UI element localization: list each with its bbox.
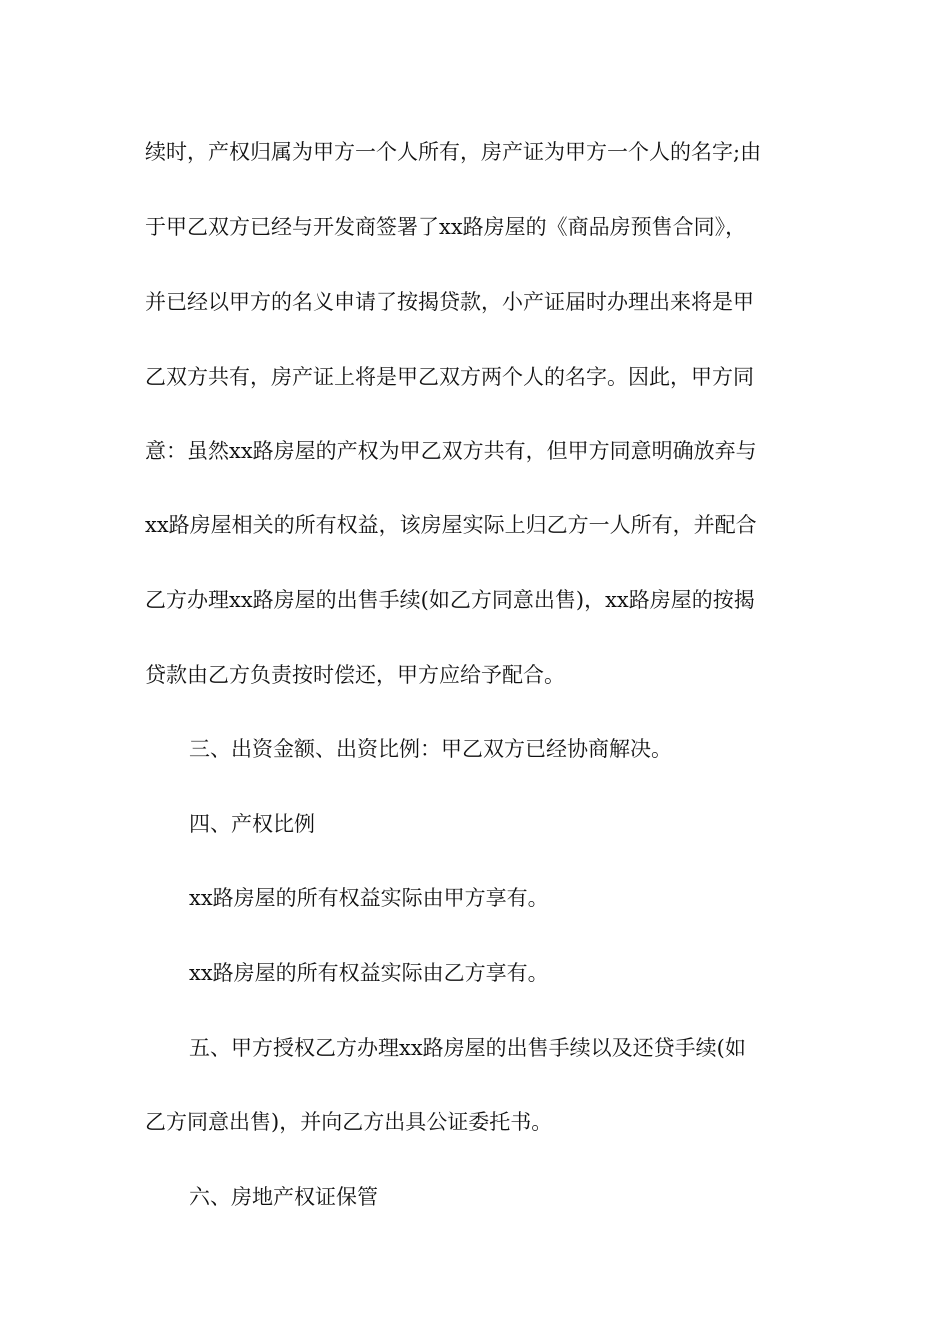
- body-text-line: 贷款由乙方负责按时偿还，甲方应给予配合。: [145, 663, 565, 687]
- body-text-line: 意：虽然xx路房屋的产权为甲乙双方共有，但甲方同意明确放弃与: [145, 439, 757, 463]
- section-6-heading: 六、房地产权证保管: [189, 1185, 378, 1209]
- body-text-line: 于甲乙双方已经与开发商签署了xx路房屋的《商品房预售合同》，: [145, 215, 747, 239]
- section-5-text-line: 乙方同意出售)，并向乙方出具公证委托书。: [145, 1110, 553, 1134]
- section-4-option-b: xx路房屋的所有权益实际由乙方享有。: [189, 961, 549, 985]
- body-text-line: xx路房屋相关的所有权益，该房屋实际上归乙方一人所有，并配合: [145, 513, 757, 537]
- section-4-option-a: xx路房屋的所有权益实际由甲方享有。: [189, 886, 549, 910]
- body-text-line: 续时，产权归属为甲方一个人所有，房产证为甲方一个人的名字;由: [145, 140, 762, 164]
- body-text-line: 并已经以甲方的名义申请了按揭贷款，小产证届时办理出来将是甲: [145, 290, 754, 314]
- body-text-line: 乙方办理xx路房屋的出售手续(如乙方同意出售)，xx路房屋的按揭: [145, 588, 755, 612]
- body-text-line: 乙双方共有，房产证上将是甲乙双方两个人的名字。因此，甲方同: [145, 365, 754, 389]
- section-5-text-line: 五、甲方授权乙方办理xx路房屋的出售手续以及还贷手续(如: [189, 1036, 746, 1060]
- section-4-heading: 四、产权比例: [189, 812, 315, 836]
- section-3-text: 三、出资金额、出资比例：甲乙双方已经协商解决。: [189, 737, 672, 761]
